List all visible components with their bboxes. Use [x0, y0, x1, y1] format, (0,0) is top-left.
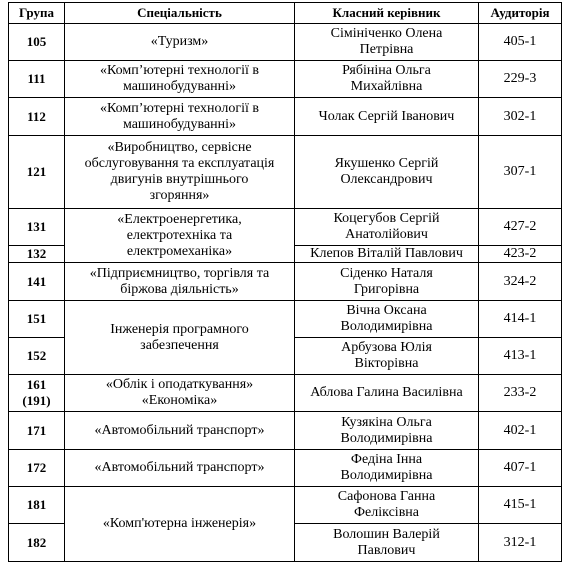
specialty-text: Інженерія програмного забезпечення [110, 321, 249, 353]
header-room: Аудиторія [479, 3, 562, 24]
specialty-cell [65, 375, 295, 412]
group-cell: 181 [9, 487, 65, 524]
specialty-text: «Автомобільний транспорт» [94, 422, 265, 438]
table-row [9, 450, 562, 487]
specialty-cell [65, 98, 295, 136]
room-cell: 402-1 [479, 412, 562, 450]
teacher-cell [295, 263, 479, 301]
room-cell: 405-1 [479, 24, 562, 61]
teacher-text: Сафонова Ганна Феліксівна [337, 489, 436, 520]
teacher-text: Сімініченко Олена Петрівна [330, 26, 443, 57]
teacher-text: Клепов Віталій Павлович [310, 246, 463, 261]
group-cell: 182 [9, 524, 65, 562]
table-row [9, 301, 562, 338]
table-row [9, 98, 562, 136]
specialty-text: «Підприємництво, торгівля та біржова діяльність» [89, 265, 270, 297]
room-cell: 307-1 [479, 136, 562, 209]
specialty-text: «Комп'ютерна інженерія» [102, 516, 257, 531]
teacher-cell [295, 61, 479, 98]
group-cell: 141 [9, 263, 65, 301]
teacher-cell [295, 338, 479, 375]
teacher-cell [295, 209, 479, 246]
room-cell: 324-2 [479, 263, 562, 301]
teacher-text: Федіна Інна Володимирівна [340, 452, 433, 483]
specialty-cell [65, 301, 295, 375]
teacher-cell [295, 246, 479, 263]
teacher-text: Вічна Оксана Володимирівна [340, 303, 433, 334]
specialty-text: «Автомобільний транспорт» [94, 460, 265, 475]
teacher-cell [295, 98, 479, 136]
specialty-text: «Облік і оподаткування» «Економіка» [105, 377, 254, 408]
room-cell: 413-1 [479, 338, 562, 375]
specialty-cell [65, 209, 295, 263]
header-teacher: Класний керівник [295, 3, 479, 24]
table-row [9, 263, 562, 301]
teacher-cell [295, 487, 479, 524]
specialty-cell [65, 450, 295, 487]
room-cell: 414-1 [479, 301, 562, 338]
teacher-text: Аблова Галина Василівна [310, 385, 463, 400]
specialty-text: «Комп’ютерні технології в машинобудуванні» [100, 63, 259, 94]
group-cell: 112 [9, 98, 65, 136]
specialty-text: «Електроенергетика, електротехніка та електромеханіка» [117, 211, 242, 259]
table-row [9, 24, 562, 61]
table-row [9, 61, 562, 98]
header-row [9, 3, 562, 24]
teacher-cell [295, 136, 479, 209]
teacher-cell [295, 412, 479, 450]
teacher-cell [295, 301, 479, 338]
specialty-cell [65, 412, 295, 450]
specialty-cell [65, 61, 295, 98]
group-cell: 152 [9, 338, 65, 375]
room-cell: 229-3 [479, 61, 562, 98]
specialty-cell [65, 487, 295, 562]
group-cell: 151 [9, 301, 65, 338]
room-cell: 407-1 [479, 450, 562, 487]
table-row [9, 375, 562, 412]
group-cell: 161 (191) [9, 375, 65, 412]
table-row [9, 136, 562, 209]
table-row [9, 412, 562, 450]
group-cell: 121 [9, 136, 65, 209]
specialty-text: «Туризм» [150, 34, 209, 49]
group-cell: 131 [9, 209, 65, 246]
header-specialty: Спеціальність [65, 3, 295, 24]
table-row [9, 487, 562, 524]
teacher-text: Рябініна Ольга Михайлівна [342, 63, 431, 94]
group-cell: 111 [9, 61, 65, 98]
specialty-text: «Комп’ютерні технології в машинобудуванні» [100, 100, 259, 132]
teacher-text: Якушенко Сергій Олександрович [334, 156, 439, 187]
teacher-cell [295, 450, 479, 487]
teacher-text: Коцегубов Сергій Анатолійович [333, 211, 440, 242]
teacher-text: Чолак Сергій Іванович [318, 108, 455, 124]
group-cell: 171 [9, 412, 65, 450]
teacher-cell [295, 24, 479, 61]
group-cell: 105 [9, 24, 65, 61]
specialty-cell [65, 24, 295, 61]
teacher-text: Сіденко Наталя Григорівна [340, 265, 433, 297]
room-cell: 415-1 [479, 487, 562, 524]
specialty-cell [65, 136, 295, 209]
group-cell: 172 [9, 450, 65, 487]
teacher-cell [295, 524, 479, 562]
teacher-text: Арбузова Юлія Вікторівна [341, 340, 432, 371]
group-roster-table [8, 2, 562, 562]
specialty-text: «Виробництво, сервісне обслуговування та експлуатація двигунів внутрішнього згоряння» [84, 140, 275, 203]
teacher-cell [295, 375, 479, 412]
room-cell: 423-2 [479, 246, 562, 263]
specialty-cell [65, 263, 295, 301]
room-cell: 312-1 [479, 524, 562, 562]
header-group: Група [9, 3, 65, 24]
room-cell: 302-1 [479, 98, 562, 136]
room-cell: 427-2 [479, 209, 562, 246]
teacher-text: Кузякіна Ольга Володимирівна [340, 414, 433, 446]
teacher-text: Волошин Валерій Павлович [333, 526, 440, 558]
table-row [9, 209, 562, 246]
room-cell: 233-2 [479, 375, 562, 412]
group-cell: 132 [9, 246, 65, 263]
